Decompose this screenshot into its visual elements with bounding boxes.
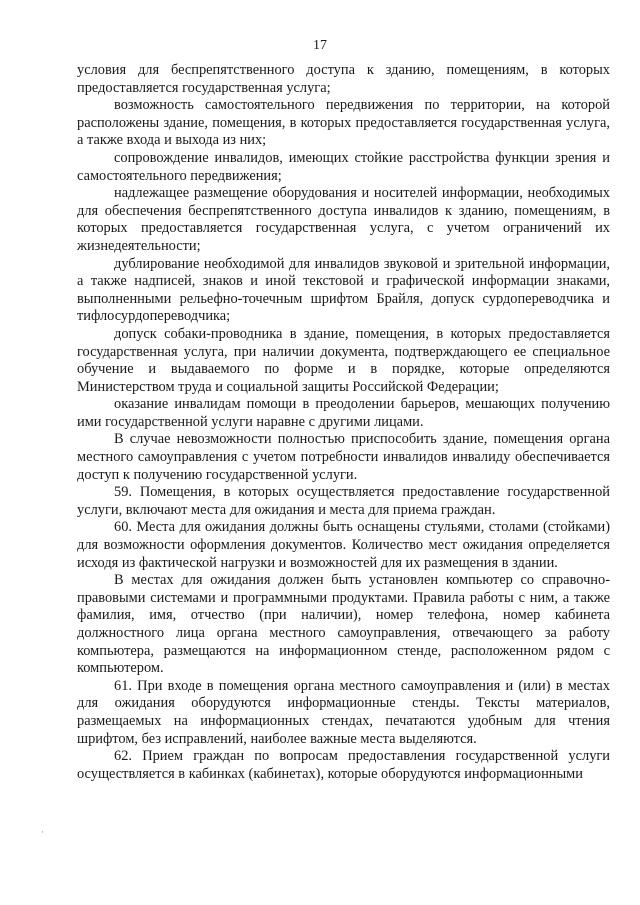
scan-mark: ·	[41, 827, 44, 837]
paragraph-waiting-computer: В местах для ожидания должен быть установлен компьютер со справочно-правовыми системами и программными продуктами. Правила работы с ним, а также фамилия, имя, отчество (при наличии), номер телефона, номер кабинета должностного лица органа местного самоуправления, отвечающего за работу компьютера, размещаются на информационном стенде, расположенном рядом с компьютером.	[77, 572, 610, 677]
document-body	[77, 62, 610, 783]
paragraph-barrier-assistance: оказание инвалидам помощи в преодолении барьеров, мешающих получению ими государственной услуги наравне с другими лицами.	[77, 396, 610, 430]
paragraph-61-information-stands: 61. При входе в помещения органа местного самоуправления и (или) в местах для ожидания оборудуются информационные стенды. Тексты материалов, размещаемых на информационных стендах, печатаются удобным для чтения шрифтом, без исправлений, наиболее важные места выделяются.	[77, 677, 610, 747]
paragraph-independent-movement: возможность самостоятельного передвижения по территории, на которой расположены здание, помещения, в которых предоставляется государственная услуга, а также входа и выхода из них;	[77, 97, 610, 149]
paragraph-60-waiting-places: 60. Места для ожидания должны быть оснащены стульями, столами (стойками) для возможности оформления документов. Количество мест ожидания определяется исходя из фактической нагрузки и возможностей для их размещения в здании.	[77, 519, 610, 571]
paragraph-equipment-placement: надлежащее размещение оборудования и носителей информации, необходимых для обеспечения беспрепятственного доступа инвалидов к зданию, помещениям, в которых предоставляется государственная услуга, с учетом ограничений их жизнедеятельности;	[77, 185, 610, 254]
paragraph-guide-dog-access: допуск собаки-проводника в здание, помещения, в которых предоставляется государственная услуга, при наличии документа, подтверждающего ее специальное обучение и выдаваемого по форме и в порядке, которые определяются Министерством труда и социальной защиты Российской Федерации;	[77, 325, 610, 395]
paragraph-59-premises: 59. Помещения, в которых осуществляется предоставление государственной услуги, включают места для ожидания и места для приема граждан.	[77, 484, 610, 518]
paragraph-62-citizen-reception: 62. Прием граждан по вопросам предоставления государственной услуги осуществляется в кабинках (кабинетах), которые оборудуются информационными	[77, 748, 610, 782]
paragraph-escort-disabled: сопровождение инвалидов, имеющих стойкие расстройства функции зрения и самостоятельного передвижения;	[77, 149, 610, 184]
page-number: 17	[313, 38, 327, 53]
paragraph-information-duplication: дублирование необходимой для инвалидов звуковой и зрительной информации, а также надписей, знаков и иной текстовой и графической информации знаками, выполненными рельефно-точечным шрифтом Брайля, допуск сурдопереводчика и тифлосурдопереводчика;	[77, 255, 610, 325]
paragraph-accessibility-conditions: условия для беспрепятственного доступа к зданию, помещениям, в которых предоставляется государственная услуга;	[77, 62, 610, 96]
paragraph-building-adaptation: В случае невозможности полностью приспособить здание, помещения органа местного самоуправления с учетом потребности инвалидов инвалиду обеспечивается доступ к получению государственной услуги.	[77, 431, 610, 483]
